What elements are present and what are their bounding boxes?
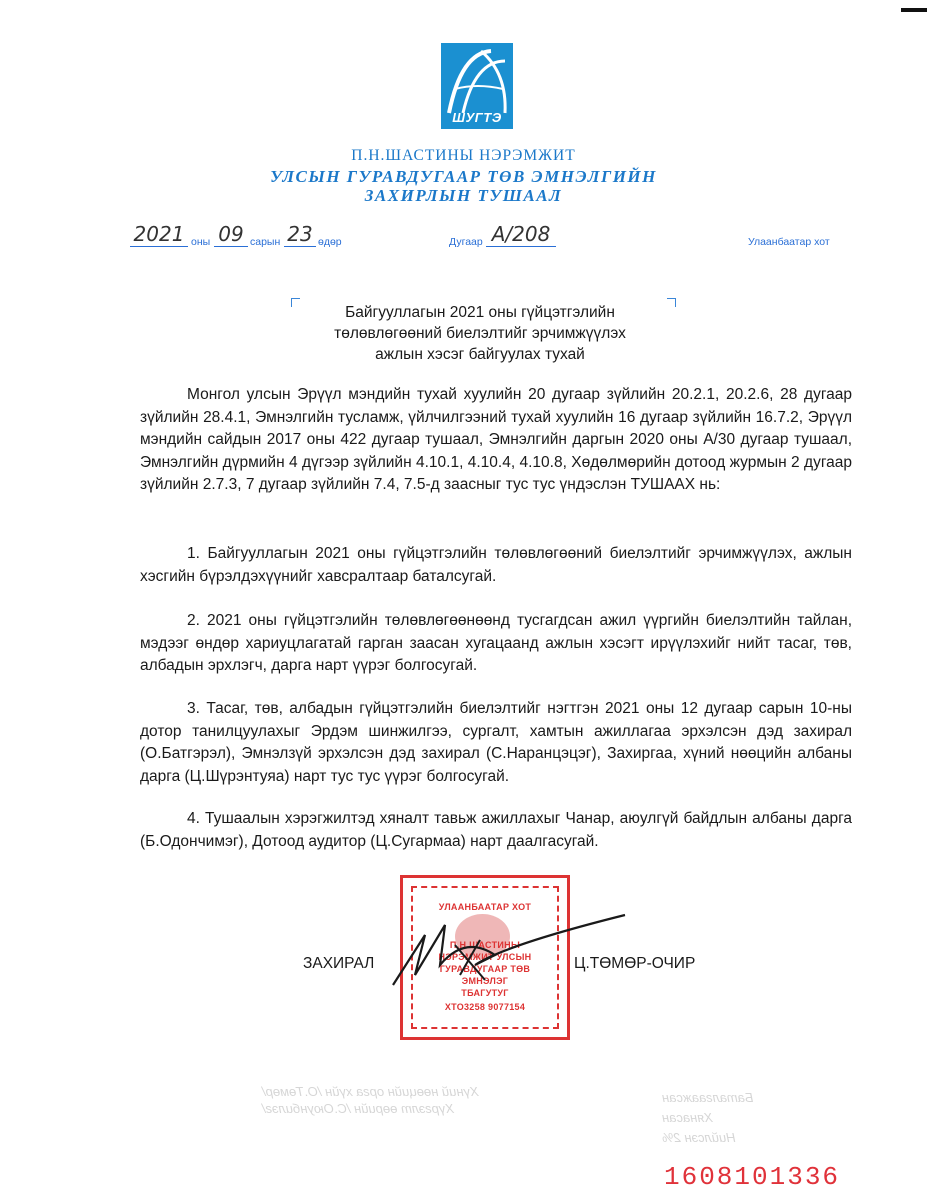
hospital-logo [441, 43, 513, 129]
header-line-2: УЛСЫН ГУРАВДУГААР ТӨВ ЭМНЭЛГИЙН [270, 167, 657, 186]
number-label: Дугаар [449, 236, 483, 248]
order-item-4: 4. Тушаалын хэрэгжилтэд хяналт тавьж ажиллахыг Чанар, аюулгүй байдлын албаны дарга (Б.Одончимэг), Дотоод аудитор (Ц.Сугармаа) нарт даалгасугай. [140, 810, 852, 850]
order-number: А/208 [486, 222, 556, 247]
title-bracket-right [667, 298, 676, 307]
order-title [300, 302, 660, 365]
date-day: 23 [284, 222, 316, 247]
date-month: 09 [214, 222, 248, 247]
signatory-title: ЗАХИРАЛ [303, 955, 375, 972]
stamp-line-6: ХТО3258 9077154 [444, 1002, 526, 1012]
bleed-text-b2: Хянасан [662, 1110, 713, 1125]
date-month-label: сарын [250, 236, 281, 248]
date-year: 2021 [130, 222, 188, 247]
bleed-text-b3: Нийлсэн 2% [662, 1130, 736, 1145]
title-line-2: төлөвлөгөөний биелэлтийг эрчимжүүлэх [334, 325, 626, 342]
order-item-2: 2. 2021 оны гүйцэтгэлийн төлөвлөгөөнөөнд тусгагдсан ажил үүргийн биелэлтийн тайлан, мэдээг өндөр хариуцлагатай гарган заасан хугацаанд ажлын хэсэгт ирүүлэхийг нийт тасаг, төв, албадын эрхлэгч, дарга нарт үүрэг болгосугай. [140, 612, 852, 674]
stamp-top-text: УЛААНБААТАР ХОТ [438, 902, 532, 912]
order-item-3: 3. Тасаг, төв, албадын гүйцэтгэлийн биелэлтийг нэгтгэн 2021 оны 12 дугаар сарын 10-ны дотор танилцуулахыг Эрдэм шинжилгээ, сургалт, хамтын ажиллагаа эрхэлсэн дэд захирал (О.Батгэрэл), Эмнэлзүй эрхэлсэн дэд захирал (С.Наранцэцэг), Захиргаа, хүний нөөцийн албаны дарга (Ц.Шүрэнтуяа) нарт тус тус үүрэг болгосугай. [140, 700, 852, 785]
logo-text: ШУГТЭ [452, 110, 502, 125]
bleed-text-a2: Хүргэлт өөрийн /С.Оюунбилэг/ [262, 1101, 455, 1116]
city: Улаанбаатар хот [748, 236, 830, 248]
serial-number: 1608101336 [664, 1162, 841, 1192]
bleed-text-a1: Хүний нөөцийн орга хүйн /О.Төмөр/ [262, 1084, 479, 1099]
date-day-label: өдөр [318, 236, 342, 248]
order-item-1: 1. Байгууллагын 2021 оны гүйцэтгэлийн төлөвлөгөөний биелэлтийг эрчимжүүлэх, ажлын хэсгийн бүрэлдэхүүнийг хавсралтаар баталсугай. [140, 545, 852, 585]
bleed-text-b1: Баталгаажсан [662, 1090, 754, 1105]
signatory-name: Ц.ТӨМӨР-ОЧИР [574, 955, 696, 972]
preamble: Монгол улсын Эрүүл мэндийн тухай хуулийн 20 дугаар зүйлийн 20.2.1, 20.2.6, 28 дугаар зүйлийн 28.4.1, Эмнэлгийн тусламж, үйлчилгээний тухай хуулийн 16 дугаар зүйлийн 16.7.2, Эрүүл мэндийн сайдын 2017 оны 422 дугаар тушаал, Эмнэлгийн даргын 2020 оны А/30 дугаар тушаал, Эмнэлгийн дүрмийн 4 дүгээр зүйлийн 4.10.1, 4.10.4, 4.10.8, Хөдөлмөрийн дотоод журмын 2 дугаар зүйлийн 2.7.3, 7 дугаар зүйлийн 7.4, 7.5-д заасныг тус тус үндэслэн ТУШААХ нь: [140, 386, 852, 493]
title-bracket-left [291, 298, 300, 307]
date-year-label: оны [191, 236, 211, 248]
stamp-line-3: ГУРАВДУГААР ТӨВ [439, 964, 531, 974]
scan-corner-mark [901, 8, 927, 12]
title-line-3: ажлын хэсэг байгуулах тухай [375, 346, 585, 363]
handwritten-signature [385, 905, 635, 995]
header-line-3: ЗАХИРЛЫН ТУШААЛ [364, 186, 563, 205]
stamp-line-4: ЭМНЭЛЭГ [461, 976, 509, 986]
stamp-line-5: ТБАГУТУГ [461, 988, 509, 998]
stamp-line-2: НЭРЭМЖИТ УЛСЫН [438, 952, 532, 962]
header-line-1: П.Н.ШАСТИНЫ НЭРЭМЖИТ [351, 147, 576, 164]
title-line-1: Байгууллагын 2021 оны гүйцэтгэлийн [345, 304, 615, 321]
stamp-line-1: П.Н.ШАСТИНЫ [449, 940, 521, 950]
